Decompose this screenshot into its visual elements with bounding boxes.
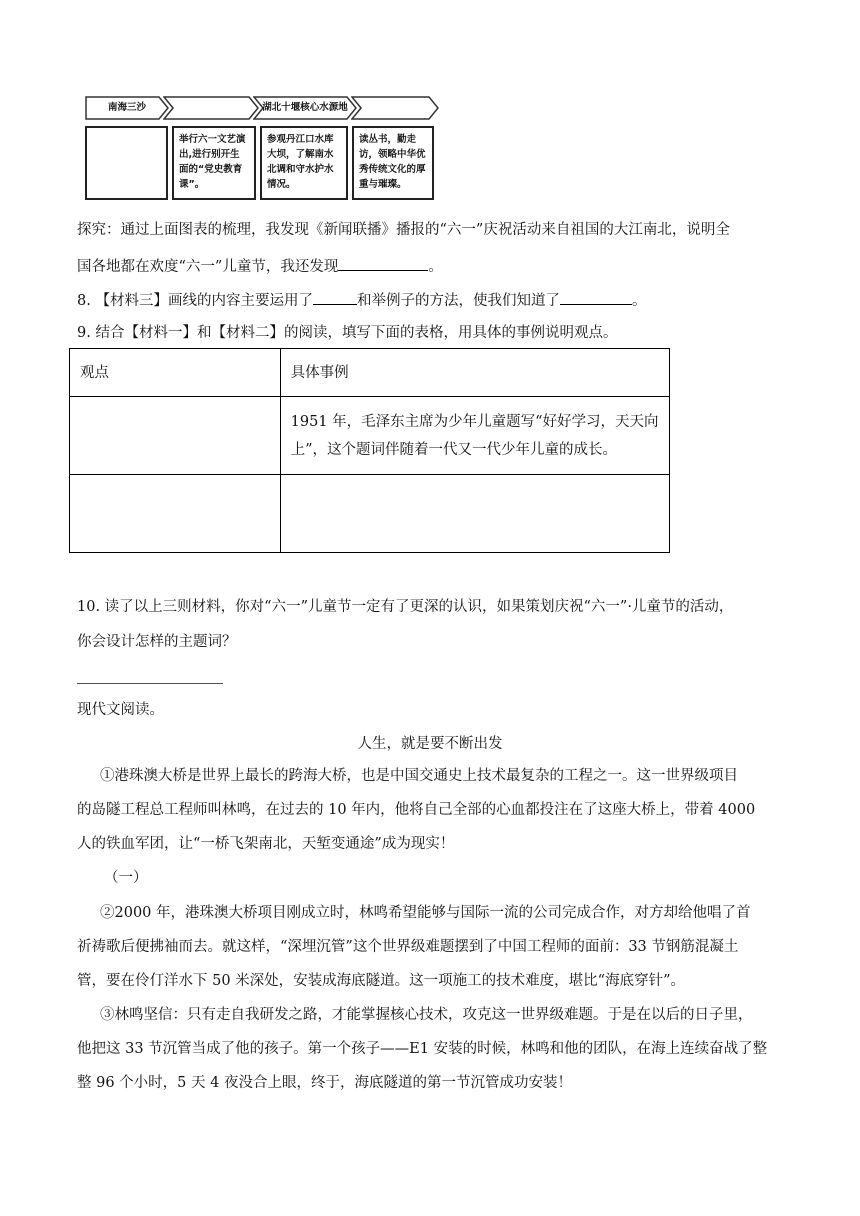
flow-chevron-3 xyxy=(253,96,357,120)
question-9-table xyxy=(69,348,670,553)
table-cell-example: 1951 年，毛泽东主席为少年儿童题写“好好学习，天天向上”，这个题词伴随着一代又一代少年儿童的成长。 xyxy=(280,397,669,475)
answer-line[interactable] xyxy=(77,683,223,684)
article-p1-line-1: ①港珠澳大桥是世界上最长的跨海大桥，也是中国交通史上技术最复杂的工程之一。这一世界级项目 xyxy=(100,768,738,784)
flow-box-3: 参观丹江口水库大坝，了解南水北调和守水护水情况。 xyxy=(260,126,348,200)
article-p3-line-2: 他把这 33 节沉管当成了他的孩子。第一个孩子——E1 安装的时候，林鸣和他的团队，在海上连续奋战了整 xyxy=(77,1041,768,1057)
table-header-view: 观点 xyxy=(70,349,281,397)
article-subheading: （一） xyxy=(104,870,148,886)
question-8: 8. 【材料三】画线的内容主要运用了 和举例子的方法，使我们知道了 。 xyxy=(77,290,646,311)
question-9: 9. 结合【材料一】和【材料二】的阅读，填写下面的表格，用具体的事例说明观点。 xyxy=(77,325,618,341)
table-cell-example-answer[interactable] xyxy=(280,475,669,553)
article-p2-line-2: 祈祷歌后便拂袖而去。就这样，“深埋沉管”这个世界级难题摆到了中国工程师的面前：33 节钢筋混凝土 xyxy=(77,939,739,955)
flow-box-2: 举行六一文艺演出,进行别开生面的“党史教育课”。 xyxy=(172,126,256,200)
section-title: 现代文阅读。 xyxy=(77,702,164,718)
flow-chevron-label xyxy=(351,96,439,120)
flow-box-4: 读丛书，勤走访，领略中华优秀传统文化的厚重与璀璨。 xyxy=(352,126,434,200)
flow-chevron-label: 湖北十堰核心水源地 xyxy=(262,102,348,113)
answer-blank[interactable] xyxy=(313,290,357,305)
question-10-line-1: 10. 读了以上三则材料，你对“六一”儿童节一定有了更深的认识，如果策划庆祝“六一”·儿童节的活动， xyxy=(77,599,734,615)
answer-blank[interactable] xyxy=(560,290,632,305)
article-p3-line-1: ③林鸣坚信：只有走自我研发之路，才能掌握核心技术，攻克这一世界级难题。于是在以后的日子里， xyxy=(100,1007,753,1023)
explore-line-1: 探究：通过上面图表的梳理，我发现《新闻联播》播报的“六一”庆祝活动来自祖国的大江南北，说明全 xyxy=(77,222,730,238)
answer-blank[interactable] xyxy=(338,256,428,271)
article-p1-line-3: 人的铁血军团，让“一桥飞架南北，天堑变通途”成为现实！ xyxy=(77,836,455,852)
article-p3-line-3: 整 96 个小时，5 天 4 夜没合上眼，终于，海底隧道的第一节沉管成功安装！ xyxy=(77,1075,572,1091)
article-p2-line-3: 管，要在伶仃洋水下 50 米深处，安装成海底隧道。这一项施工的技术难度，堪比“海底穿针”。 xyxy=(77,973,685,989)
question-10-line-2: 你会设计怎样的主题词？ xyxy=(77,634,237,650)
table-header-example: 具体事例 xyxy=(280,349,669,397)
explore-line-2: 国各地都在欢度“六一”儿童节，我还发现 。 xyxy=(77,256,443,277)
flow-box-1 xyxy=(85,126,168,200)
flow-chevron-2 xyxy=(163,96,259,120)
flow-chevron-label xyxy=(163,96,259,120)
flow-chevron-1 xyxy=(85,96,169,120)
table-cell-view-answer[interactable] xyxy=(70,397,281,475)
table-cell-view-answer[interactable] xyxy=(70,475,281,553)
article-p1-line-2: 的岛隧工程总工程师叫林鸣，在过去的 10 年内，他将自己全部的心血都投注在了这座大桥上，带着 4000 xyxy=(77,802,756,818)
flow-chevron-label: 南海三沙 xyxy=(107,102,146,113)
article-p2-line-1: ②2000 年，港珠澳大桥项目刚成立时，林鸣希望能够与国际一流的公司完成合作，对方却给他唱了首 xyxy=(100,905,751,921)
article-title: 人生，就是要不断出发 xyxy=(357,736,503,752)
flow-chevron-4 xyxy=(351,96,439,120)
